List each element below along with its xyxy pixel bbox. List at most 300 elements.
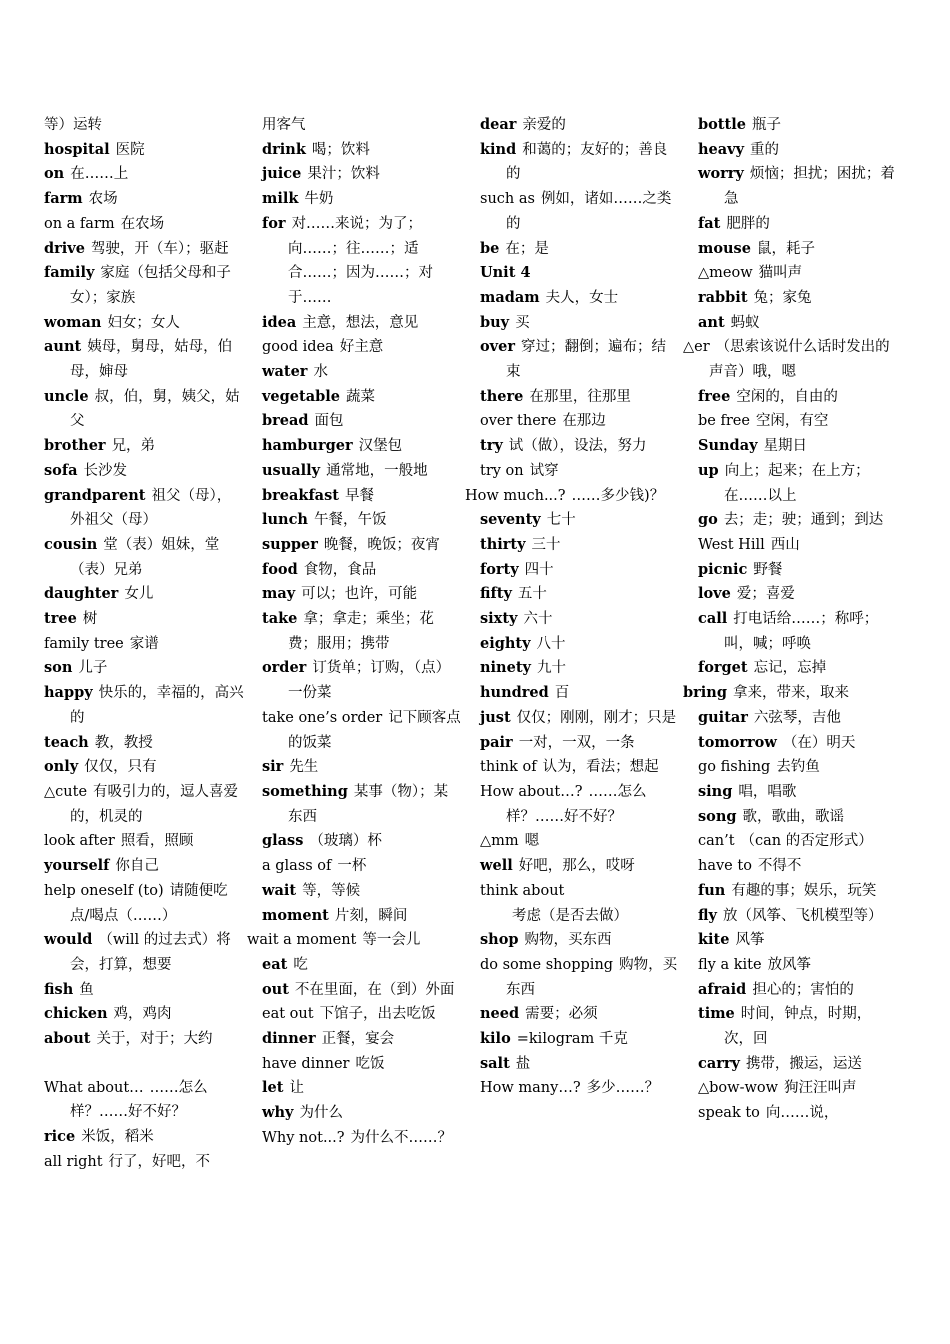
vocab-word: Why not...? [262, 1129, 345, 1146]
vocab-definition: 八十 [536, 635, 566, 652]
vocab-definition: 照看，照顾 [120, 833, 194, 850]
vocab-entry [262, 953, 462, 978]
vocab-word: Sunday [698, 437, 758, 455]
vocab-word: family tree [44, 635, 124, 652]
vocab-entry [44, 459, 244, 484]
vocab-word: fun [698, 881, 726, 899]
vocab-definition: 妇女；女人 [107, 314, 180, 331]
vocab-entry [480, 237, 680, 262]
vocab-word: woman [44, 313, 102, 331]
vocab-word: family [44, 264, 95, 282]
vocab-definition: 好吧，那么，哎呀 [518, 858, 635, 875]
vocab-word: West Hill [698, 536, 765, 553]
vocab-entry [262, 1052, 462, 1077]
vocab-definition: 例如，诸如……之类的 [506, 191, 672, 232]
vocab-word: drink [262, 140, 306, 158]
vocab-definition: 在……上 [70, 166, 129, 183]
vocab-definition: 猫叫声 [758, 265, 803, 282]
vocab-word: love [698, 585, 731, 603]
vocab-word: good idea [262, 339, 334, 356]
vocab-definition: 驾驶，开（车）；驱赶 [90, 240, 229, 257]
vocab-definition: 长沙发 [83, 462, 127, 479]
vocab-entry [480, 656, 680, 681]
vocab-definition: 午餐，午饭 [313, 512, 387, 529]
vocab-word: food [262, 560, 298, 578]
vocab-word: think of [480, 759, 537, 776]
vocab-definition: 家庭（包括父母和子女）；家族 [70, 265, 231, 306]
vocab-entry [262, 780, 462, 829]
vocab-definition: 五十 [517, 586, 547, 603]
vocab-entry [262, 484, 462, 509]
vocab-word: bread [262, 412, 309, 430]
vocab-entry [262, 138, 462, 163]
vocab-entry [698, 879, 898, 904]
vocab-entry [44, 582, 244, 607]
vocab-definition: 在；是 [505, 240, 549, 257]
vocab-entry [262, 978, 462, 1003]
vocab-entry [698, 162, 898, 211]
vocab-entry [44, 533, 244, 582]
vocab-word: up [698, 461, 719, 479]
vocab-entry [698, 928, 898, 953]
vocab-entry [44, 1150, 244, 1175]
vocab-word: can’t [698, 833, 735, 850]
vocab-word: Unit 4 [480, 264, 531, 282]
vocab-definition: 水 [313, 364, 328, 381]
vocab-definition: 为什么 [299, 1105, 343, 1122]
vocab-entry [262, 434, 462, 459]
vocab-definition: ……多少钱)？ [571, 487, 665, 504]
vocab-definition: （玻璃）杯 [309, 833, 382, 850]
vocab-definition: 爱；喜爱 [736, 586, 795, 603]
vocab-definition: 关于，对于；大约 [96, 1031, 213, 1048]
vocab-entry [44, 731, 244, 756]
vocab-word: fifty [480, 585, 512, 603]
vocab-word: ninety [480, 659, 531, 677]
vocab-definition: 等）运转 [44, 117, 102, 133]
vocab-entry [44, 879, 244, 928]
vocab-definition: 放风筝 [767, 956, 812, 973]
vocab-definition: 去；走；驶；通到；到达 [723, 512, 884, 529]
vocab-definition: （在）明天 [782, 734, 856, 751]
vocab-definition: 有吸引力的，逗人喜爱的，机灵的 [70, 783, 239, 825]
vocab-entry [480, 434, 680, 459]
vocab-entry [698, 904, 898, 929]
vocab-word: eat out [262, 1006, 314, 1023]
vocab-word: milk [262, 190, 299, 208]
vocab-word: yourself [44, 857, 110, 875]
vocab-entry [44, 632, 244, 657]
vocab-definition: 请随便吃点/喝点（……） [70, 882, 228, 924]
vocab-word: be free [698, 413, 750, 430]
vocab-entry [698, 953, 898, 978]
vocab-definition: 唱，唱歌 [738, 783, 797, 800]
vocab-word: △cute [44, 783, 88, 800]
vocab-word: dear [480, 116, 517, 133]
vocab-entry [480, 755, 680, 780]
vocab-entry [698, 1076, 898, 1101]
vocab-word: happy [44, 684, 93, 702]
vocab-entry [698, 854, 898, 879]
vocab-definition: 拿；拿走；乘坐；花费；服用；携带 [288, 611, 434, 652]
vocab-entry [44, 681, 244, 730]
vocab-entry [480, 1027, 680, 1052]
vocab-word: hamburger [262, 437, 353, 455]
vocab-definition: 好主意 [339, 339, 384, 356]
vocab-definition: 放（风筝、飞机模型等） [722, 907, 883, 924]
vocab-word: shop [480, 931, 519, 949]
vocab-definition: 对……来说；为了；向……；往……；适合……；因为……；对于…… [288, 215, 433, 306]
vocab-word: aunt [44, 338, 82, 356]
vocab-definition: 需要；必须 [525, 1006, 598, 1023]
vocab-definition: 可以；也许，可能 [301, 586, 418, 603]
vocab-word: chicken [44, 1005, 108, 1023]
vocab-entry [262, 385, 462, 410]
vocab-word: vegetable [262, 387, 340, 405]
vocab-entry [262, 829, 462, 854]
vocab-entry [698, 237, 898, 262]
vocab-word: eighty [480, 634, 531, 652]
vocab-entry [698, 311, 898, 336]
vocab-entry [262, 1002, 462, 1027]
vocab-word: try on [480, 462, 524, 479]
vocab-word: tree [44, 610, 77, 628]
vocab-definition: 树 [82, 611, 98, 628]
vocab-definition: 购物，买东西 [506, 956, 678, 998]
vocab-word: need [480, 1005, 520, 1023]
vocab-word: fly [698, 906, 717, 924]
vocab-word: all right [44, 1153, 103, 1170]
vocab-entry [262, 409, 462, 434]
vocab-word: would [44, 931, 93, 949]
vocab-word: salt [480, 1054, 510, 1072]
vocab-definition: 叔，伯，舅，姨父，姑父 [70, 388, 240, 430]
vocab-definition: 兄，弟 [111, 438, 156, 455]
vocab-word: take [262, 610, 298, 628]
vocab-entry [44, 780, 244, 829]
vocab-definition: 在农场 [120, 215, 165, 232]
vocab-entry [698, 607, 898, 656]
vocab-word: fat [698, 214, 721, 232]
vocab-word: thirty [480, 535, 526, 553]
vocab-entry [44, 928, 244, 977]
vocab-word: over [480, 338, 515, 356]
vocab-definition: 牛奶 [304, 191, 334, 208]
vocab-word: only [44, 758, 79, 776]
vocab-word: idea [262, 313, 297, 331]
vocab-entry [262, 1027, 462, 1052]
vocab-definition: 忘记，忘掉 [753, 660, 827, 677]
vocab-definition: 米饭，稻米 [81, 1129, 154, 1146]
vocab-definition: 鸡，鸡肉 [113, 1006, 172, 1023]
vocab-word: rabbit [698, 288, 748, 306]
vocab-word: △mm [480, 833, 519, 850]
vocab-entry [480, 335, 680, 384]
vocab-word: grandparent [44, 486, 146, 504]
vocab-entry [262, 854, 462, 879]
vocab-definition: 面包 [314, 413, 344, 430]
vocab-column-4 [683, 113, 898, 1126]
vocab-word: have to [698, 858, 752, 875]
vocab-entry [698, 731, 898, 756]
vocab-definition: 记下顾客点的饭菜 [288, 709, 461, 751]
vocab-definition: 仅仅；刚刚，刚才；只是 [516, 709, 677, 726]
vocab-word: be [480, 239, 500, 257]
vocab-word: ant [698, 313, 725, 331]
vocab-word: forget [698, 659, 748, 677]
vocab-entry [480, 261, 680, 286]
vocab-entry [480, 409, 680, 434]
vocab-entry [683, 681, 898, 706]
vocab-entry [44, 335, 244, 384]
vocab-word: How about…? [480, 783, 583, 800]
vocab-entry [262, 1076, 462, 1101]
vocab-definition: 通常地，一般地 [326, 462, 428, 479]
vocab-definition: 食物，食品 [303, 561, 377, 578]
vocab-word: afraid [698, 980, 747, 998]
vocab-entry [480, 311, 680, 336]
vocab-entry [262, 360, 462, 385]
vocab-definition: 先生 [289, 759, 319, 776]
vocab-word: uncle [44, 387, 89, 405]
vocab-definition: 烦恼；担扰；困扰；着急 [724, 166, 895, 208]
vocab-definition: 行了，好吧，不 [108, 1153, 211, 1170]
vocab-definition: 六十 [523, 611, 553, 628]
vocab-word: sir [262, 758, 284, 776]
vocab-entry [480, 138, 680, 187]
vocab-entry [262, 335, 462, 360]
vocab-word: rice [44, 1128, 76, 1146]
vocab-entry [44, 138, 244, 163]
vocab-entry [44, 1125, 244, 1150]
vocab-definition: 蔬菜 [345, 388, 375, 405]
vocab-entry [683, 335, 898, 384]
vocab-word: farm [44, 190, 83, 208]
vocab-definition: 试（做），设法，努力 [508, 438, 647, 455]
vocab-definition: 蚂蚁 [730, 314, 760, 331]
vocab-word: a glass of [262, 858, 332, 875]
vocab-definition: 亲爱的 [522, 117, 566, 133]
vocab-entry [480, 459, 680, 484]
vocab-definition: 早餐 [344, 487, 374, 504]
vocab-entry [44, 113, 244, 138]
vocab-entry [480, 879, 680, 928]
vocab-word: △er [683, 339, 710, 356]
vocab-definition: 家谱 [129, 635, 159, 652]
vocab-entry [44, 1076, 244, 1125]
vocab-entry [262, 1126, 462, 1151]
vocab-word: seventy [480, 511, 541, 529]
vocab-entry [44, 261, 244, 310]
vocab-definition: 向……说， [765, 1105, 839, 1122]
vocab-entry [698, 508, 898, 533]
vocab-word: take one’s order [262, 709, 383, 726]
vocab-entry [698, 755, 898, 780]
vocab-entry [698, 409, 898, 434]
vocab-entry [262, 904, 462, 929]
vocab-definition: 拿来，带来，取来 [732, 685, 849, 702]
vocab-entry [44, 187, 244, 212]
vocab-word: carry [698, 1054, 740, 1072]
vocab-entry [698, 434, 898, 459]
vocab-word: wait a moment [247, 932, 357, 949]
vocab-word: picnic [698, 560, 748, 578]
vocab-word: What about… [44, 1079, 144, 1096]
vocab-definition: 穿过；翻倒；遍布；结束 [506, 339, 666, 381]
vocab-entry [480, 632, 680, 657]
vocab-entry [44, 656, 244, 681]
vocab-word: go [698, 511, 718, 529]
vocab-definition: 夫人，女士 [545, 289, 619, 306]
vocab-word: think about [480, 882, 565, 899]
vocab-word: out [262, 980, 289, 998]
vocab-word: guitar [698, 708, 748, 726]
vocab-word: △bow-wow [698, 1080, 779, 1097]
vocab-definition: 快乐的，幸福的，高兴的 [70, 685, 244, 726]
vocab-definition: 鼠，耗子 [756, 240, 815, 257]
vocab-entry [465, 484, 680, 509]
vocab-definition: 空闲，有空 [755, 413, 829, 430]
vocab-word: have dinner [262, 1055, 350, 1072]
vocab-entry [262, 755, 462, 780]
vocab-word: forty [480, 560, 519, 578]
vocab-definition: 在那里，往那里 [529, 388, 631, 405]
vocab-entry [480, 187, 680, 236]
vocab-word: juice [262, 165, 302, 183]
vocab-entry [262, 706, 462, 755]
vocab-word: lunch [262, 511, 308, 529]
vocab-definition: 嗯 [524, 833, 540, 850]
vocab-entry [698, 113, 898, 138]
vocab-word: hospital [44, 140, 110, 158]
vocab-word: let [262, 1079, 284, 1097]
vocab-word: bottle [698, 116, 746, 133]
vocab-entry [480, 113, 680, 138]
vocab-definition: （will 的过去式）将会，打算，想要 [70, 932, 231, 973]
vocab-word: moment [262, 906, 329, 924]
vocab-entry [44, 607, 244, 632]
vocab-definition: 不在里面，在（到）外面 [294, 981, 455, 998]
vocab-definition: 七十 [546, 512, 576, 529]
vocab-word: pair [480, 733, 513, 751]
vocab-word: look after [44, 833, 115, 850]
vocab-word: sing [698, 782, 733, 800]
vocab-entry [698, 1052, 898, 1077]
vocab-definition: 一对，一双，一条 [518, 734, 635, 751]
vocab-entry [44, 1002, 244, 1027]
vocab-word: for [262, 214, 286, 232]
vocab-definition: 风筝 [735, 932, 765, 949]
vocab-word: well [480, 857, 513, 875]
vocab-word: breakfast [262, 486, 339, 504]
vocab-definition: 正餐，宴会 [321, 1031, 395, 1048]
vocab-entry [262, 212, 462, 311]
vocab-definition: 祖父（母），外祖父（母） [70, 487, 232, 529]
vocab-entry [44, 212, 244, 237]
vocab-definition: 试穿 [529, 462, 559, 479]
vocab-column-2 [247, 113, 462, 1151]
vocab-entry [480, 1076, 680, 1101]
vocab-word: free [698, 387, 731, 405]
vocab-definition: 为什么不……？ [350, 1129, 453, 1146]
vocab-entry [44, 755, 244, 780]
vocab-definition: 买 [515, 314, 530, 331]
vocab-definition: 担心的；害怕的 [752, 981, 854, 998]
vocab-definition: 主意，想法，意见 [302, 314, 419, 331]
vocab-word: teach [44, 733, 89, 751]
vocab-entry [480, 854, 680, 879]
vocab-word: there [480, 387, 524, 405]
vocab-word: cousin [44, 535, 98, 553]
vocab-word: bring [683, 684, 727, 702]
vocab-entry [698, 780, 898, 805]
vocab-entry [698, 978, 898, 1003]
vocab-entry [44, 829, 244, 854]
vocab-definition: ……怎么样？……好不好？ [70, 1079, 208, 1121]
vocab-definition: 等，等候 [302, 882, 361, 899]
vocab-definition: 吃 [293, 956, 308, 973]
vocab-definition: 九十 [536, 660, 566, 677]
vocab-word: kilo [480, 1030, 511, 1048]
vocab-entry [480, 558, 680, 583]
vocab-entry [480, 928, 680, 953]
vocab-definition: 果汁；饮料 [307, 166, 380, 183]
vocab-definition: 肥胖的 [726, 215, 770, 232]
vocab-definition: 不得不 [757, 858, 802, 875]
vocab-column-1 [44, 113, 244, 1175]
vocab-word: daughter [44, 585, 119, 603]
vocab-definition: 和蔼的；友好的；善良的 [506, 141, 668, 183]
vocab-entry [262, 311, 462, 336]
vocab-word: fish [44, 980, 74, 998]
vocab-definition: 教，教授 [94, 734, 153, 751]
vocab-word: order [262, 659, 307, 677]
vocab-definition: 时间，钟点，时期，次，回 [724, 1006, 872, 1048]
vocab-entry [480, 533, 680, 558]
vocab-word: glass [262, 832, 304, 850]
vocab-definition: 重的 [750, 141, 780, 158]
vocab-definition: 认为，看法；想起 [542, 759, 659, 776]
vocab-entry [480, 607, 680, 632]
vocab-column-3 [465, 113, 680, 1101]
vocab-entry [44, 854, 244, 879]
vocab-entry [262, 558, 462, 583]
vocab-definition: 去钓鱼 [776, 759, 820, 776]
vocab-entry [262, 656, 462, 705]
vocab-word: do some shopping [480, 956, 614, 973]
vocab-entry [44, 1027, 244, 1052]
vocab-definition: 考虑（是否去做） [512, 907, 628, 924]
vocab-entry [44, 385, 244, 434]
vocab-definition: 堂（表）姐妹，堂（表）兄弟 [70, 536, 220, 578]
vocab-entry [698, 805, 898, 830]
vocab-word: △meow [698, 265, 753, 282]
vocab-word: about [44, 1030, 91, 1048]
vocab-word: such as [480, 191, 535, 208]
vocab-entry [247, 928, 462, 953]
vocab-definition: 向上；起来；在上方；在……以上 [724, 462, 870, 504]
vocab-definition: 四十 [524, 561, 554, 578]
vocab-definition: 订货单；订购，（点）一份菜 [288, 660, 451, 702]
vocab-definition: 购物，买东西 [524, 932, 612, 949]
vocab-definition: 盐 [515, 1055, 531, 1072]
vocab-entry [44, 484, 244, 533]
vocab-entry [698, 459, 898, 508]
vocab-entry [698, 1101, 898, 1126]
vocab-definition: 汉堡包 [358, 438, 403, 455]
vocab-word: How many…? [480, 1080, 581, 1097]
vocab-entry [480, 1002, 680, 1027]
